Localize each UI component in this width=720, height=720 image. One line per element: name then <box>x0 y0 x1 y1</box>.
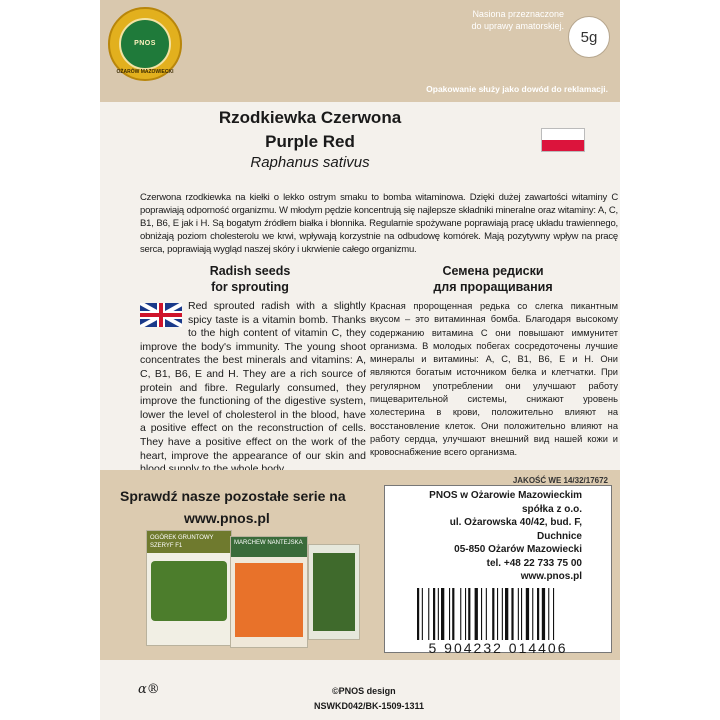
address-line-4: Duchnice <box>536 530 582 542</box>
barcode-bar <box>449 588 450 640</box>
barcode-bar <box>497 588 498 640</box>
amateur-line-1: Nasiona przeznaczone <box>472 9 564 19</box>
address-line-7: www.pnos.pl <box>520 571 582 582</box>
company-address <box>384 489 612 584</box>
mini-packet-label-2: MARCHEW NANTEJSKA <box>231 537 307 557</box>
barcode-bar <box>422 588 423 640</box>
barcode-bar <box>505 588 508 640</box>
barcode-bar <box>542 588 545 640</box>
barcode-bar <box>460 588 461 640</box>
barcode-bar <box>486 588 487 640</box>
product-latin-name: Raphanus sativus <box>250 154 370 171</box>
barcode-bar <box>511 588 513 640</box>
heading-en-line-1: Radish seeds <box>209 264 291 278</box>
logo-text: PNOS <box>134 40 156 47</box>
description-en-block <box>140 300 366 477</box>
description-pl: Czerwona rzodkiewka na kiełki o lekko ostrym smaku to bomba witaminowa. Dzięki dużej zawartości witaminy C poprawiają odporność organizmu. W młodym pędzie koncentrują się najlepsze składniki mineralne oraz witaminy: A, C, B1, B6, E jak i H. Są bogatym źródłem białka i błonnika. Regularnie spożywane poprawiają pracę układu trawiennego, obniżają poziom cholesterolu we krwi, wpływają korzystnie na odbudowę komórek. Mają pozytywny wpływ na pracę serca, poprawiają wygląd naszej skóry i ukrwienie całego organizmu. <box>140 192 618 255</box>
barcode-bar <box>465 588 466 640</box>
carrot-packet-image <box>230 536 308 648</box>
design-credit: ©PNOS design <box>332 686 396 696</box>
alpha-mark-icon: α® <box>138 682 160 697</box>
heading-en <box>140 263 360 295</box>
address-line-3: ul. Ożarowska 40/42, bud. F, <box>449 517 582 528</box>
barcode-bar <box>518 588 519 640</box>
product-name-pl: Rzodkiewka Czerwona <box>218 108 402 127</box>
heading-ru-line-1: Семена редиски <box>442 264 544 278</box>
address-line-6: tel. +48 22 733 75 00 <box>486 557 582 569</box>
quality-code: JAKOŚĆ WE 14/32/17672 <box>512 476 608 485</box>
barcode-bar <box>441 588 444 640</box>
address-line-2: spółka z o.o. <box>521 503 582 515</box>
barcode-bar <box>428 588 429 640</box>
heading-ru <box>368 263 618 295</box>
heading-en-line-2: for sprouting <box>211 280 289 294</box>
barcode-bar <box>537 588 539 640</box>
barcode-bar <box>526 588 529 640</box>
barcode-bar <box>553 588 554 640</box>
address-line-5: 05-850 Ożarów Mazowiecki <box>454 544 582 555</box>
barcode-bar <box>438 588 439 640</box>
amateur-notice <box>414 8 564 32</box>
barcode-bar <box>532 588 533 640</box>
website-text: www.pnos.pl <box>184 510 270 526</box>
seed-packet-back <box>100 0 620 720</box>
heading-ru-line-2: для проращивания <box>433 280 553 294</box>
weight-badge: 5g <box>568 16 610 58</box>
cucumber-packet-image <box>146 530 232 646</box>
barcode-bar <box>417 588 419 640</box>
barcode <box>415 588 595 640</box>
amateur-line-2: do uprawy amatorskiej. <box>471 21 564 31</box>
mini-packet-label-1: OGÓREK GRUNTOWY SZERYF F1 <box>147 531 231 553</box>
barcode-bar <box>502 588 503 640</box>
description-ru: Красная пророщенная редька со слегка пикантным вкусом – это витаминная бомба. Благодаря высокому содержанию витамина С они повышают иммунитет организма. В молодых побегах сосредоточены лучшие минералы и витамины: А, С, В1, В6, Е и Н. Они являются богатым источником белка и клетчатки. При регулярном употреблении они улучшают работу пищеварительной системы, снижают уровень холестерина в крови, положительно влияют на восстановление клеток. Они положительно влияют на работу сердца, улучшают внешний вид нашей кожи и кровоснабжение всего организма. <box>370 301 618 458</box>
see-series-text: Sprawdź nasze pozostałe serie na <box>120 488 346 504</box>
description-en: Red sprouted radish with a slightly spicy taste is a vitamin bomb. Thanks to the high content of vitamin C, they improve the body's immunity. The young shoot concentrates the best minerals and vitamins: A, C, B1, B6, E and H. They are a rich source of protein and fibre. Regularly consumed, they improve the functioning of the digestive system, lower the level of cholesterol in the blood, have a positive effect on the reconstruction of cells. They have a positive effect on the work of the heart, improve the appearance of our skin and <box>140 300 366 462</box>
logo-ring-text: OŻARÓW MAZOWIECKI <box>116 69 174 75</box>
product-code: NSWKD042/BK-1509-1311 <box>314 701 425 711</box>
barcode-bar <box>452 588 454 640</box>
poland-flag-icon <box>541 128 585 152</box>
barcode-bar <box>468 588 470 640</box>
barcode-bar <box>492 588 494 640</box>
pnos-logo <box>108 7 182 81</box>
complaint-notice: Opakowanie służy jako dowód do reklamacji. <box>426 84 608 94</box>
barcode-bar <box>481 588 482 640</box>
product-name-en: Purple Red <box>265 132 355 151</box>
ean-number: 5 904232 014406 <box>428 640 568 656</box>
barcode-bar <box>475 588 478 640</box>
flower-packet-image <box>308 544 360 640</box>
barcode-bar <box>548 588 549 640</box>
barcode-bar <box>521 588 522 640</box>
address-line-1: PNOS w Ożarowie Mazowieckim <box>429 490 582 501</box>
barcode-bar <box>433 588 435 640</box>
